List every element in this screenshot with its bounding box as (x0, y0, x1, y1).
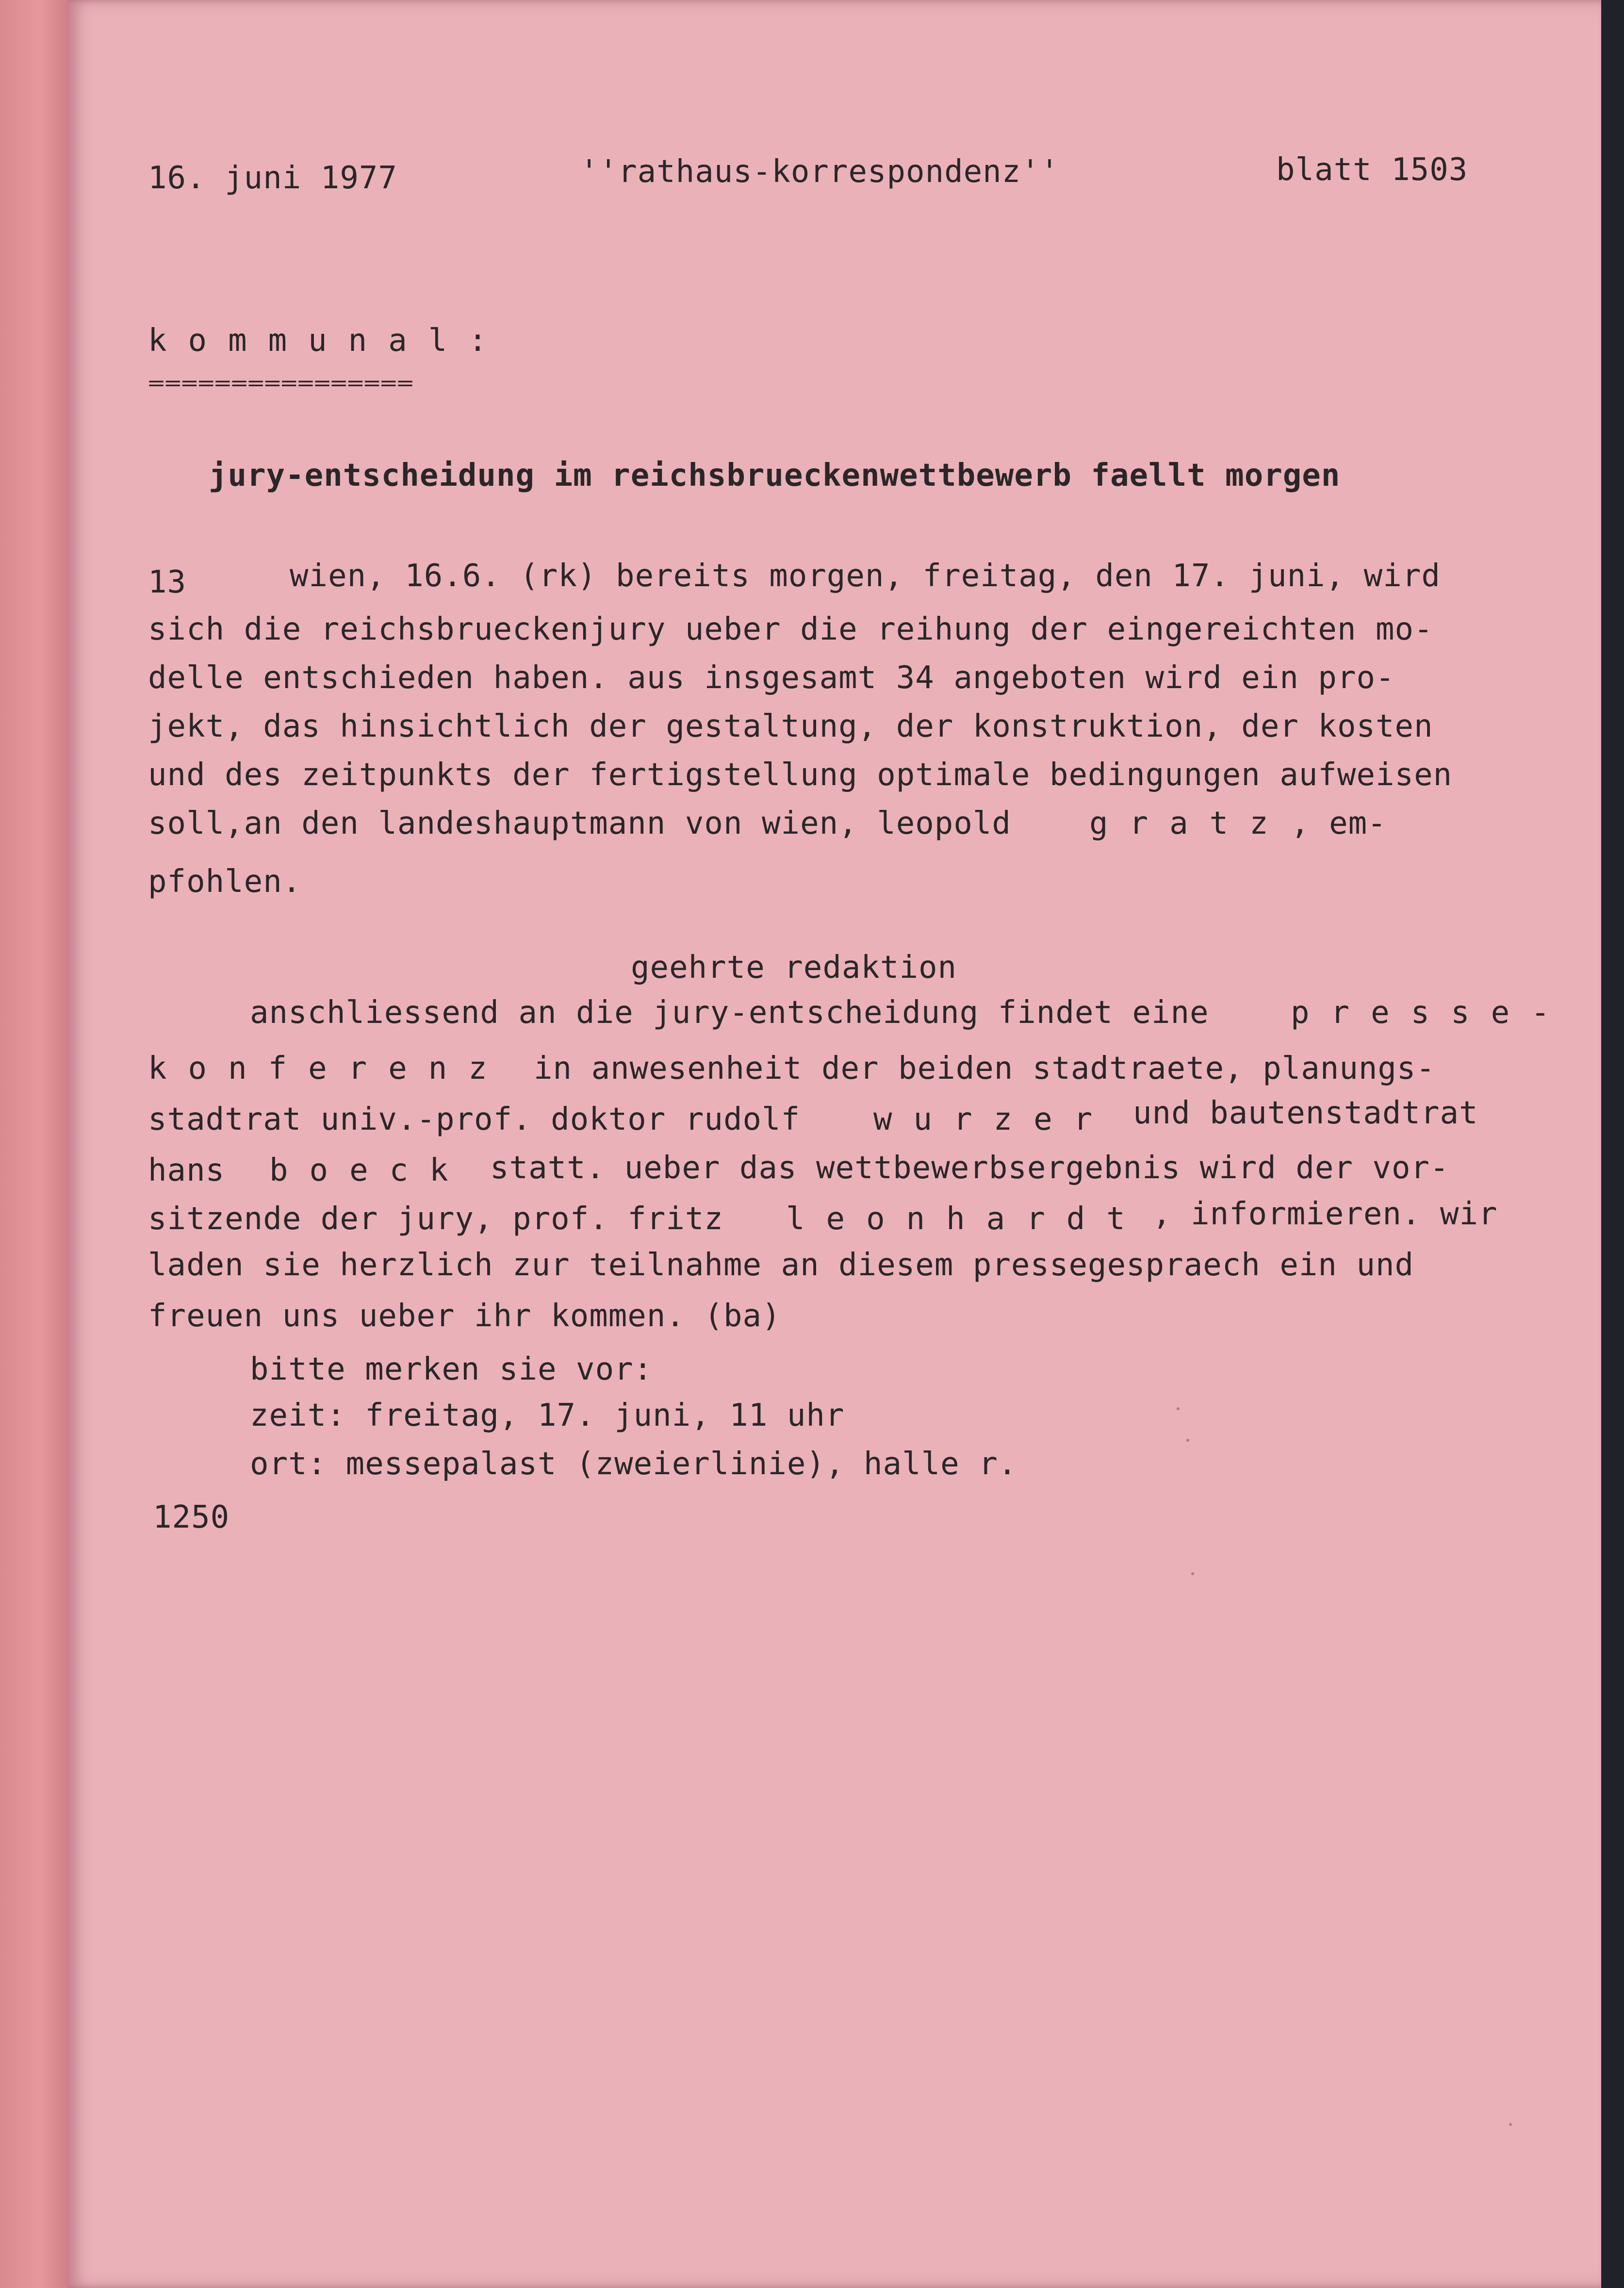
section-underline: ================ (148, 372, 414, 395)
notice-line-3: stadtrat univ.-prof. doktor rudolf (148, 1102, 801, 1137)
notice-salutation: geehrte redaktion (631, 950, 957, 986)
notice-line-2: in anwesenheit der beiden stadtraete, planungs- (534, 1051, 1435, 1086)
notice-line-2-spaced: konferenz (148, 1051, 509, 1086)
paper-speck (1177, 1407, 1180, 1410)
article-line-6: soll,an den landeshauptmann von wien, leopold (148, 806, 1011, 841)
notice-line-6: laden sie herzlich zur teilnahme an diesem pressegespraech ein und (148, 1247, 1414, 1283)
header-publication: ''rathaus-korrespondenz'' (580, 154, 1060, 190)
article-headline: jury-entscheidung im reichsbrueckenwettbewerb faellt morgen (209, 458, 1341, 494)
notice-line-4-end: statt. ueber das wettbewerbsergebnis wird der vor- (490, 1150, 1449, 1186)
notice-line-1-spaced: presse- (1291, 995, 1571, 1031)
notice-line-10: ort: messepalast (zweierlinie), halle r. (250, 1446, 1017, 1482)
notice-line-9: zeit: freitag, 17. juni, 11 uhr (250, 1398, 845, 1433)
article-line-3: delle entschieden haben. aus insgesamt 34 angeboten wird ein pro- (148, 660, 1395, 696)
header-sheet: blatt 1503 (1276, 152, 1468, 188)
notice-line-5-spaced: leonhardt (786, 1201, 1147, 1237)
notice-line-7: freuen uns ueber ihr kommen. (ba) (148, 1298, 781, 1334)
notice-line-8: bitte merken sie vor: (250, 1351, 653, 1387)
notice-line-4-spaced: boeck (269, 1152, 470, 1188)
article-name-spaced: gratz (1089, 806, 1290, 841)
notice-line-5: sitzende der jury, prof. fritz (148, 1201, 723, 1237)
article-line-5: und des zeitpunkts der fertigstellung optimale bedingungen aufweisen (148, 757, 1453, 793)
scan-background (1601, 0, 1624, 2288)
paper-speck (1191, 1572, 1194, 1575)
paper-speck (1186, 1439, 1189, 1442)
notice-line-3-spaced: wurzer (873, 1102, 1114, 1137)
header-date: 16. juni 1977 (148, 160, 397, 196)
previous-page-edge (0, 0, 68, 2288)
footer-time: 1250 (153, 1499, 230, 1535)
paper-speck (1509, 2123, 1512, 2126)
section-title: kommunal: (148, 323, 509, 359)
article-line-7: pfohlen. (148, 864, 302, 900)
notice-line-1: anschliessend an die jury-entscheidung findet eine (250, 995, 1209, 1031)
article-number: 13 (148, 564, 187, 600)
article-line-2: sich die reichsbrueckenjury ueber die reihung der eingereichten mo- (148, 611, 1433, 647)
notice-line-3-end: und bautenstadtrat (1133, 1095, 1478, 1131)
notice-line-4: hans (148, 1152, 225, 1188)
article-line-6-end: , em- (1291, 806, 1387, 841)
notice-line-5-end: , informieren. wir (1152, 1196, 1498, 1232)
article-line-1: wien, 16.6. (rk) bereits morgen, freitag, den 17. juni, wird (290, 558, 1441, 594)
article-line-4: jekt, das hinsichtlich der gestaltung, der konstruktion, der kosten (148, 708, 1433, 744)
